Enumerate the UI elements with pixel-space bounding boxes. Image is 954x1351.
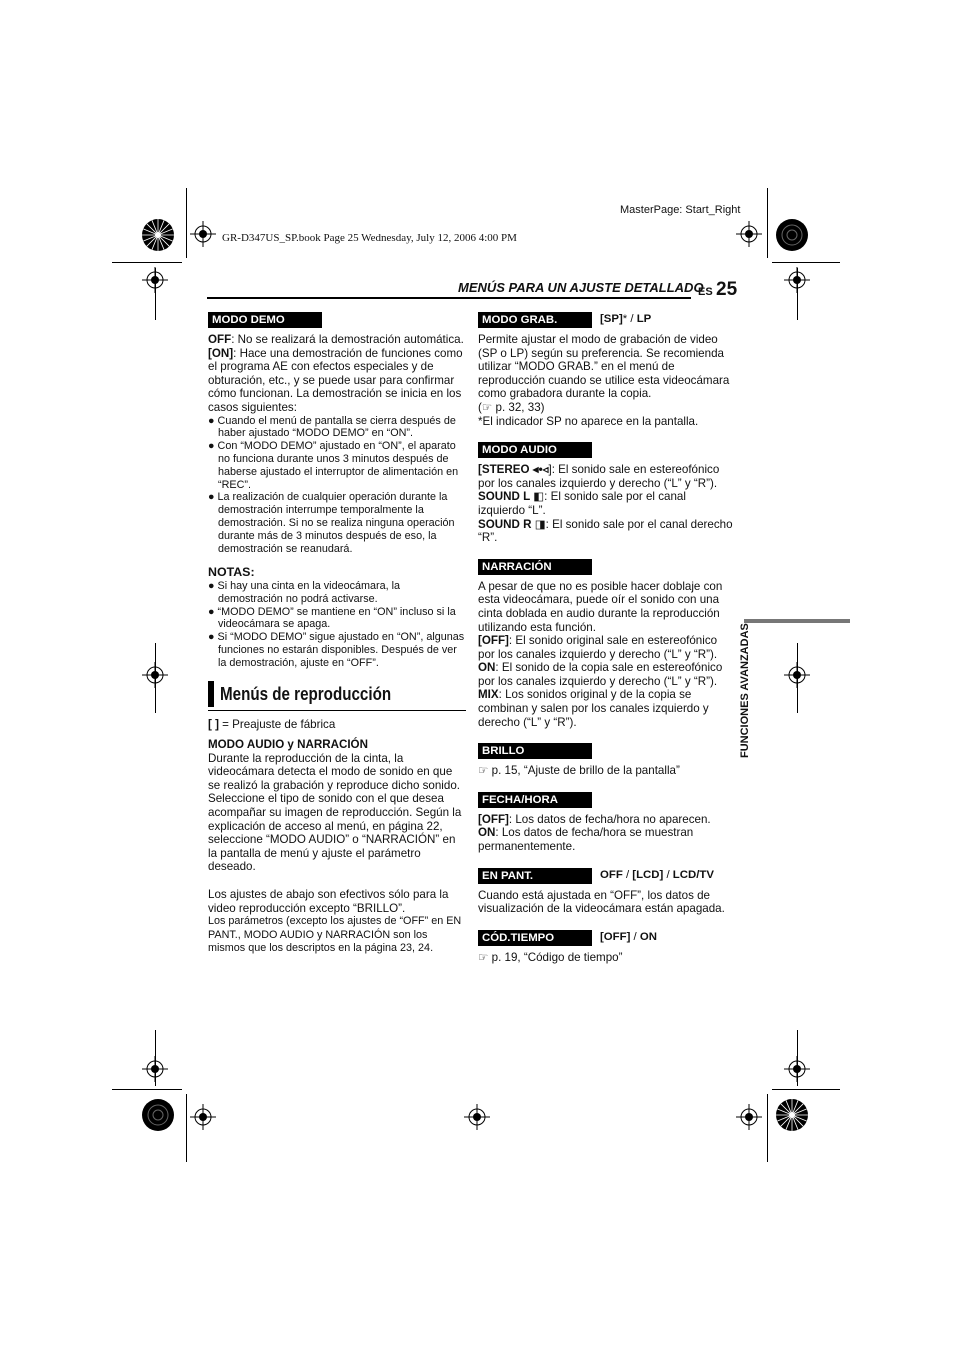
list-item: ● Si “MODO DEMO” sigue ajustado en “ON”, algunas funciones no estarán disponibles. Después de ver la demostración, ajuste en “OFF”. — [208, 631, 465, 669]
reproduccion-heading-block — [208, 681, 466, 711]
narracion-on: ON: El sonido de la copia sale en estereofónico por los canales izquierdo y derecho (“L” y “R”). — [478, 661, 723, 688]
registration-mark-icon — [736, 1104, 762, 1130]
registration-mark-icon — [784, 662, 810, 688]
narracion-label: NARRACIÓN — [478, 559, 592, 575]
language-code: ES — [698, 286, 713, 298]
subheading: MODO AUDIO y NARRACIÓN — [208, 738, 368, 752]
heading-accent-bar — [208, 681, 214, 707]
side-tab-label: FUNCIONES AVANZADAS — [739, 623, 751, 758]
pointing-hand-icon: ☞ — [478, 950, 489, 964]
stereo-option: [STEREO ◂•◃]: El sonido sale en estereofónico por los canales izquierdo y derecho (“L” y “R”). — [478, 463, 720, 490]
paragraph: Los parámetros (excepto los ajustes de “OFF” en EN PANT., MODO AUDIO y NARRACIÓN son los mismos que los descriptos en la página 23, 24. — [208, 915, 462, 955]
starburst-mark-icon — [775, 218, 809, 252]
registration-mark-icon — [142, 662, 168, 688]
pointing-hand-icon: ☞ — [481, 400, 493, 414]
modo-demo-label: MODO DEMO — [208, 312, 322, 328]
page-reference: (☞ p. 32, 33) — [478, 400, 545, 414]
list-item: ● Cuando el menú de pantalla se cierra después de haber ajustado “MODO DEMO” en “ON”. — [208, 414, 456, 440]
right-column — [478, 312, 734, 964]
side-tab-bar — [744, 619, 850, 623]
cod-tiempo-label: CÓD.TIEMPO — [478, 930, 592, 946]
starburst-mark-icon — [775, 1098, 809, 1132]
pointing-hand-icon: ☞ — [478, 764, 489, 778]
list-item: ● Con “MODO DEMO” ajustado en “ON”, el aparato no funciona durante unos 3 minutos después de haberse ajustado el interruptor de alimentación en “REC”. — [208, 440, 459, 491]
footnote: *El indicador SP no aparece en la pantalla. — [478, 414, 699, 428]
preset-note: [ ] = Preajuste de fábrica — [208, 717, 336, 731]
sound-r-option: SOUND R ◨: El sonido sale por el canal derecho “R”. — [478, 517, 733, 545]
cod-tiempo-options: [OFF] / ON — [600, 931, 657, 944]
list-item: ● “MODO DEMO” se mantiene en “ON” incluso si la videocámara se apaga. — [208, 605, 456, 631]
page-heading: Menús de reproducción — [220, 682, 392, 704]
modo-audio-label: MODO AUDIO — [478, 442, 592, 458]
notas-title: NOTAS: — [208, 565, 255, 580]
modo-demo-on: [ON]: Hace una demostración de funciones como el programa AE con efectos especiales y de obturación, etc., y se puede usar para confirmar cómo funcionan. La demostración se inicia en los casos siguientes: — [208, 346, 463, 414]
en-pant-label: EN PANT. — [478, 868, 592, 884]
modo-grab-label: MODO GRAB. — [478, 312, 592, 328]
page-reference: ☞ p. 15, “Ajuste de brillo de la pantalla” — [478, 764, 680, 778]
paragraph: Cuando está ajustada en “OFF”, los datos de visualización de la videocámara están apagada. — [478, 888, 725, 916]
narracion-off: [OFF]: El sonido original sale en estereofónico por los canales izquierdo y derecho (“L” y “R”). — [478, 634, 718, 661]
left-speaker-icon: ◧ — [533, 490, 545, 504]
fecha-hora-label: FECHA/HORA — [478, 792, 592, 808]
sound-l-option: SOUND L ◧: El sonido sale por el canal izquierdo “L”. — [478, 490, 686, 517]
page-reference: ☞ p. 19, “Código de tiempo” — [478, 950, 623, 964]
left-column — [208, 312, 466, 956]
list-item: ● Si hay una cinta en la videocámara, la demostración no podrá activarse. — [208, 579, 400, 605]
registration-mark-icon — [784, 1056, 810, 1082]
paragraph: Durante la reproducción de la cinta, la videocámara detecta el modo de sonido en que se realizó la grabación y reproduce dicho sonido. Seleccione el tipo de sonido con el que desea acompañar su imagen de reproducción. Según la explicación de acceso al menú, en página 22, seleccione “MODO AUDIO” o “NARRACIÓN” en la pantalla de menú y ajuste el parámetro deseado. — [208, 751, 462, 874]
stereo-speaker-icon: ◂•◃ — [532, 463, 549, 477]
registration-mark-icon — [464, 1104, 490, 1130]
brillo-label: BRILLO — [478, 743, 592, 759]
registration-mark-icon — [190, 221, 216, 247]
narracion-mix: MIX: Los sonidos original y de la copia se combinan y salen por los canales izquierdo y derecho (“L” y “R”). — [478, 688, 709, 729]
registration-mark-icon — [142, 267, 168, 293]
registration-mark-icon — [784, 267, 810, 293]
page-number: 25 — [716, 279, 738, 300]
masterpage-label: MasterPage: Start_Right — [620, 204, 741, 216]
paragraph: Permite ajustar el modo de grabación de video (SP o LP) según su preferencia. Se recomienda utilizar “MODO GRAB.” en el menú de reproducción cuando se utilice esta videocámara como grabadora durante la copia. — [478, 333, 730, 401]
starburst-mark-icon — [141, 218, 175, 252]
paragraph: Los ajustes de abajo son efectivos sólo para la video reproducción excepto “BRILLO”. — [208, 888, 449, 915]
right-speaker-icon: ◨ — [534, 517, 546, 531]
modo-grab-options: [SP]* / LP — [600, 313, 652, 326]
list-item: ● La realización de cualquier operación durante la demostración interrumpe temporalmente la demostración. Si no se realiza ninguna operación durante más de 3 minutos después de eso, la demostración se reanudará. — [208, 491, 455, 555]
starburst-mark-icon — [141, 1098, 175, 1132]
header-rule — [207, 297, 691, 299]
book-info-line: GR-D347US_SP.book Page 25 Wednesday, July 12, 2006 4:00 PM — [222, 232, 517, 244]
registration-mark-icon — [142, 1056, 168, 1082]
fecha-hora-on: ON: Los datos de fecha/hora se muestran permanentemente. — [478, 826, 694, 854]
registration-mark-icon — [736, 221, 762, 247]
registration-mark-icon — [190, 1104, 216, 1130]
fecha-hora-off: [OFF]: Los datos de fecha/hora no aparecen. — [478, 812, 711, 826]
section-title: MENÚS PARA UN AJUSTE DETALLADO — [458, 280, 704, 295]
paragraph: A pesar de que no es posible hacer doblaje con esta videocámara, puede oír el sonido con una cinta doblada en audio durante la reproducción utilizando esta función. — [478, 579, 723, 634]
en-pant-options: OFF / [LCD] / LCD/TV — [600, 868, 714, 881]
modo-demo-off: OFF: No se realizará la demostración automática. — [208, 333, 464, 346]
